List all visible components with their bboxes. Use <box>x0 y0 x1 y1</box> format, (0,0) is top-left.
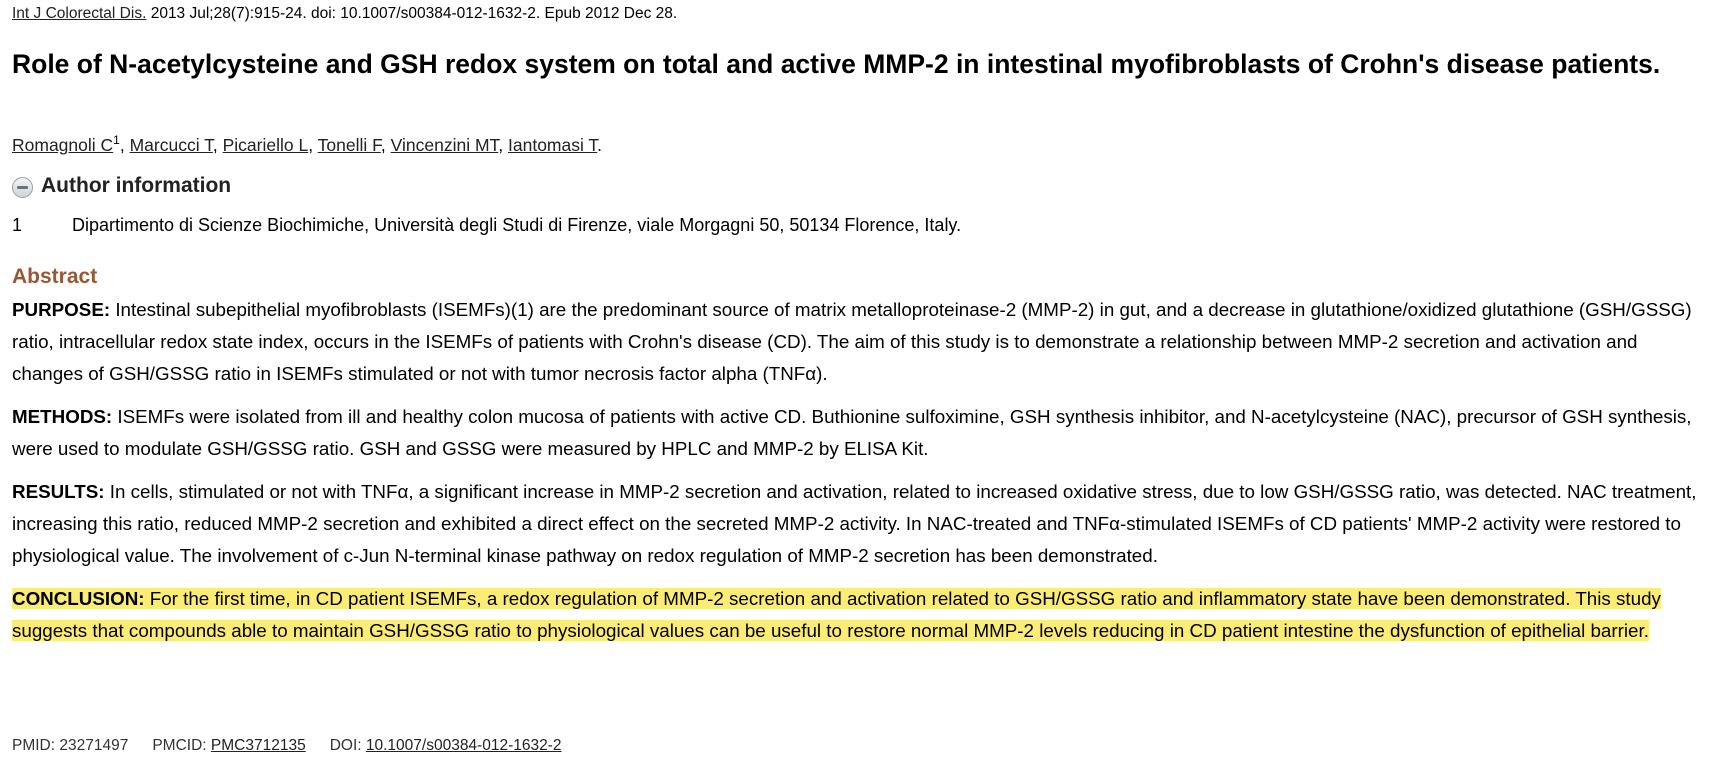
section-text: Intestinal subepithelial myofibroblasts (ISEMFs)(1) are the predominant source of matrix metalloproteinase-2 (MMP-2) in gut, and a decrease in glutathione/oxidized glutathione (GSH/GSSG) ratio, intracellular redox state index, occurs in the ISEMFs of patients with Crohn's disease (CD). The aim of this study is to demonstrate a relationship between MMP-2 secretion and activation and changes of GSH/GSSG ratio in ISEMFs stimulated or not with tumor necrosis factor alpha (TNFα). <box>12 299 1692 384</box>
author-link[interactable]: Vincenzini MT <box>390 135 499 155</box>
doi-link[interactable]: 10.1007/s00384-012-1632-2 <box>365 737 562 754</box>
article-title: Role of N-acetylcysteine and GSH redox system on total and active MMP-2 in intestinal myofibroblasts of Crohn's disease patients. <box>12 49 1661 79</box>
pmcid-label: PMCID: <box>152 737 211 754</box>
section-text: For the first time, in CD patient ISEMFs, a redox regulation of MMP-2 secretion and activation related to GSH/GSSG ratio and inflammatory state have been demonstrated. This study suggests that compounds able to maintain GSH/GSSG ratio to physiological values can be useful to restore normal MMP-2 levels reducing in CD patient intestine the dysfunction of epithelial barrier. <box>12 588 1661 641</box>
author-info-label: Author information <box>41 174 232 197</box>
pmid-value: 23271497 <box>59 737 129 754</box>
author-separator: , <box>380 135 391 155</box>
affiliation-text: Dipartimento di Scienze Biochimiche, Università degli Studi di Firenze, viale Morgagni 50, 50134 Florence, Italy. <box>72 215 962 235</box>
abstract-conclusion <box>12 583 1702 647</box>
author-link[interactable]: Iantomasi T <box>508 135 598 155</box>
abstract-heading: Abstract <box>12 265 98 288</box>
section-label: METHODS: <box>12 406 113 427</box>
author-separator: , <box>308 135 318 155</box>
section-label: RESULTS: <box>12 481 105 502</box>
author-separator: , <box>119 135 130 155</box>
article-identifiers <box>12 737 562 755</box>
abstract-results <box>12 476 1702 572</box>
section-label: PURPOSE: <box>12 299 111 320</box>
section-label: CONCLUSION: <box>12 588 145 609</box>
citation-details: 2013 Jul;28(7):915-24. doi: 10.1007/s00384-012-1632-2. Epub 2012 Dec 28. <box>146 5 678 22</box>
journal-link[interactable]: Int J Colorectal Dis. <box>12 5 147 22</box>
affiliation-item <box>12 215 961 236</box>
author-link[interactable]: Marcucci T <box>129 135 213 155</box>
author-link[interactable]: Romagnoli C <box>12 135 114 155</box>
doi-label: DOI: <box>329 737 366 754</box>
author-link[interactable]: Picariello L <box>222 135 309 155</box>
author-separator: , <box>212 135 223 155</box>
affiliation-number: 1 <box>12 215 23 235</box>
section-text: ISEMFs were isolated from ill and healthy colon mucosa of patients with active CD. Buthionine sulfoximine, GSH synthesis inhibitor, and N-acetylcysteine (NAC), precursor of GSH synthesis, were used to modulate GSH/GSSG ratio. GSH and GSSG were measured by HPLC and MMP-2 by ELISA Kit. <box>12 406 1692 459</box>
author-link[interactable]: Tonelli F <box>317 135 381 155</box>
abstract-purpose <box>12 294 1702 390</box>
author-separator: , <box>498 135 508 155</box>
section-text: In cells, stimulated or not with TNFα, a significant increase in MMP-2 secretion and activation, related to increased oxidative stress, due to low GSH/GSSG ratio, was detected. NAC treatment, increasing this ratio, reduced MMP-2 secretion and exhibited a direct effect on the secreted MMP-2 activity. In NAC-treated and TNFα-stimulated ISEMFs of CD patients' MMP-2 activity were restored to physiological value. The involvement of c-Jun N-terminal kinase pathway on redox regulation of MMP-2 secretion has been demonstrated. <box>12 481 1697 566</box>
citation-line <box>12 5 677 23</box>
abstract-body <box>12 294 1702 658</box>
collapse-minus-icon[interactable] <box>12 177 33 198</box>
author-separator: . <box>597 135 603 155</box>
conclusion-highlight <box>12 588 1661 641</box>
author-list <box>12 133 602 156</box>
author-info-toggle[interactable] <box>12 174 231 198</box>
pmcid-link[interactable]: PMC3712135 <box>210 737 306 754</box>
author-affiliation-sup: 1 <box>113 133 120 147</box>
pmid-label: PMID: <box>12 737 60 754</box>
abstract-methods <box>12 401 1702 465</box>
